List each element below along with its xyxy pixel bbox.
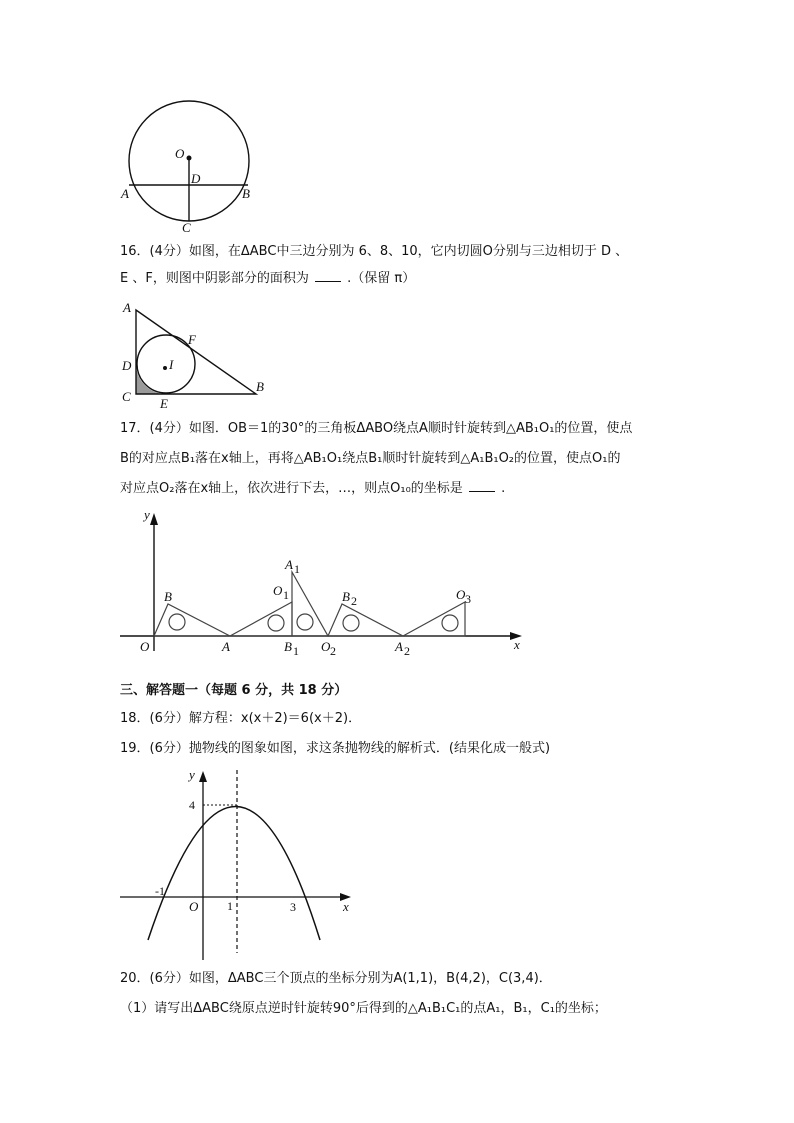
label-c: C xyxy=(182,220,191,235)
y-arrow xyxy=(150,513,158,525)
label-1: 1 xyxy=(227,899,233,913)
q17-text-a: 对应点O₂落在x轴上，依次进行下去，…，则点O₁₀的坐标是 xyxy=(120,481,463,496)
label-o: O xyxy=(189,899,199,914)
label-d: D xyxy=(191,171,201,186)
label-f: F xyxy=(188,332,196,347)
q20-line2: （1）请写出ΔABC绕原点逆时针旋转90°后得到的△A₁B₁C₁的点A₁，B₁，C₁的坐标； xyxy=(120,1001,607,1016)
circle-figure xyxy=(115,90,265,240)
label-a1: A xyxy=(285,557,293,572)
label-b: B xyxy=(256,379,264,394)
triangle-4 xyxy=(328,604,403,636)
label-i: I xyxy=(169,357,174,372)
hole-1 xyxy=(169,614,185,630)
label-b1-sub: 1 xyxy=(293,644,299,658)
answer-blank-16[interactable] xyxy=(315,270,341,282)
triangle-abc xyxy=(136,310,256,394)
q16-text-a: E 、F，则图中阴影部分的面积为 xyxy=(120,271,309,286)
label-y: y xyxy=(189,767,195,782)
label-o1-sub: 1 xyxy=(283,588,289,602)
label-x: x xyxy=(514,637,520,652)
rotation-figure xyxy=(118,505,538,660)
triangle-1 xyxy=(154,604,230,636)
q16-line1: 16．(4分）如图，在ΔABC中三边分别为 6、8、10，它内切圆O分别与三边相切于 D 、 xyxy=(120,244,629,259)
label-neg1: -1 xyxy=(155,884,165,898)
label-o3: O xyxy=(456,587,466,602)
q17-line2: B的对应点B₁落在x轴上，再将△AB₁O₁绕点B₁顺时针旋转到△A₁B₁O₂的位置，使点O₁的 xyxy=(120,451,621,466)
label-b: B xyxy=(164,589,172,604)
q18-line: 18．(6分）解方程：x(x＋2)＝6(x＋2)． xyxy=(120,711,362,726)
incircle xyxy=(137,335,195,393)
q17-line3 xyxy=(120,480,505,498)
triangle-5 xyxy=(403,602,465,636)
label-o: O xyxy=(175,146,185,161)
hole-5 xyxy=(442,615,458,631)
label-b2: B xyxy=(342,589,350,604)
label-b: B xyxy=(242,186,250,201)
hole-4 xyxy=(343,615,359,631)
label-a2-sub: 2 xyxy=(404,644,410,658)
q20-line1: 20．(6分）如图，ΔABC三个顶点的坐标分别为A(1,1)，B(4,2)，C(3,4)． xyxy=(120,971,552,986)
label-y: y xyxy=(144,507,150,522)
parabola-curve xyxy=(148,807,320,941)
label-b2-sub: 2 xyxy=(351,594,357,608)
center-point xyxy=(187,156,192,161)
triangle-figure xyxy=(118,298,278,410)
label-a: A xyxy=(121,186,129,201)
hole-3 xyxy=(297,614,313,630)
y-arrow xyxy=(199,771,207,782)
label-a: A xyxy=(123,300,131,315)
label-o: O xyxy=(140,639,150,654)
label-d: D xyxy=(122,358,132,373)
label-e: E xyxy=(160,396,168,411)
label-x: x xyxy=(343,899,349,914)
label-a2: A xyxy=(395,639,403,654)
label-o3-sub: 3 xyxy=(465,592,471,606)
incenter-point xyxy=(163,366,167,370)
hole-2 xyxy=(268,615,284,631)
label-a1-sub: 1 xyxy=(294,562,300,576)
q17-line1: 17．(4分）如图．OB＝1的30°的三角板ΔABO绕点A顺时针旋转到△AB₁O₁的位置，使点 xyxy=(120,421,633,436)
label-o2: O xyxy=(321,639,331,654)
label-b1: B xyxy=(284,639,292,654)
label-o1: O xyxy=(273,583,283,598)
q19-line: 19．(6分）抛物线的图象如图，求这条抛物线的解析式．(结果化成一般式) xyxy=(120,741,551,756)
parabola-figure xyxy=(115,765,365,965)
label-c: C xyxy=(122,389,131,404)
section-heading: 三、解答题一（每题 6 分，共 18 分） xyxy=(120,683,348,698)
q17-text-b: . xyxy=(501,481,506,496)
label-o2-sub: 2 xyxy=(330,644,336,658)
triangle-3 xyxy=(292,572,328,636)
label-4: 4 xyxy=(189,798,195,812)
label-a: A xyxy=(222,639,230,654)
label-3: 3 xyxy=(290,900,296,914)
q16-line2 xyxy=(120,270,415,288)
answer-blank-17[interactable] xyxy=(469,480,495,492)
q16-text-b: .（保留 π） xyxy=(347,271,416,286)
